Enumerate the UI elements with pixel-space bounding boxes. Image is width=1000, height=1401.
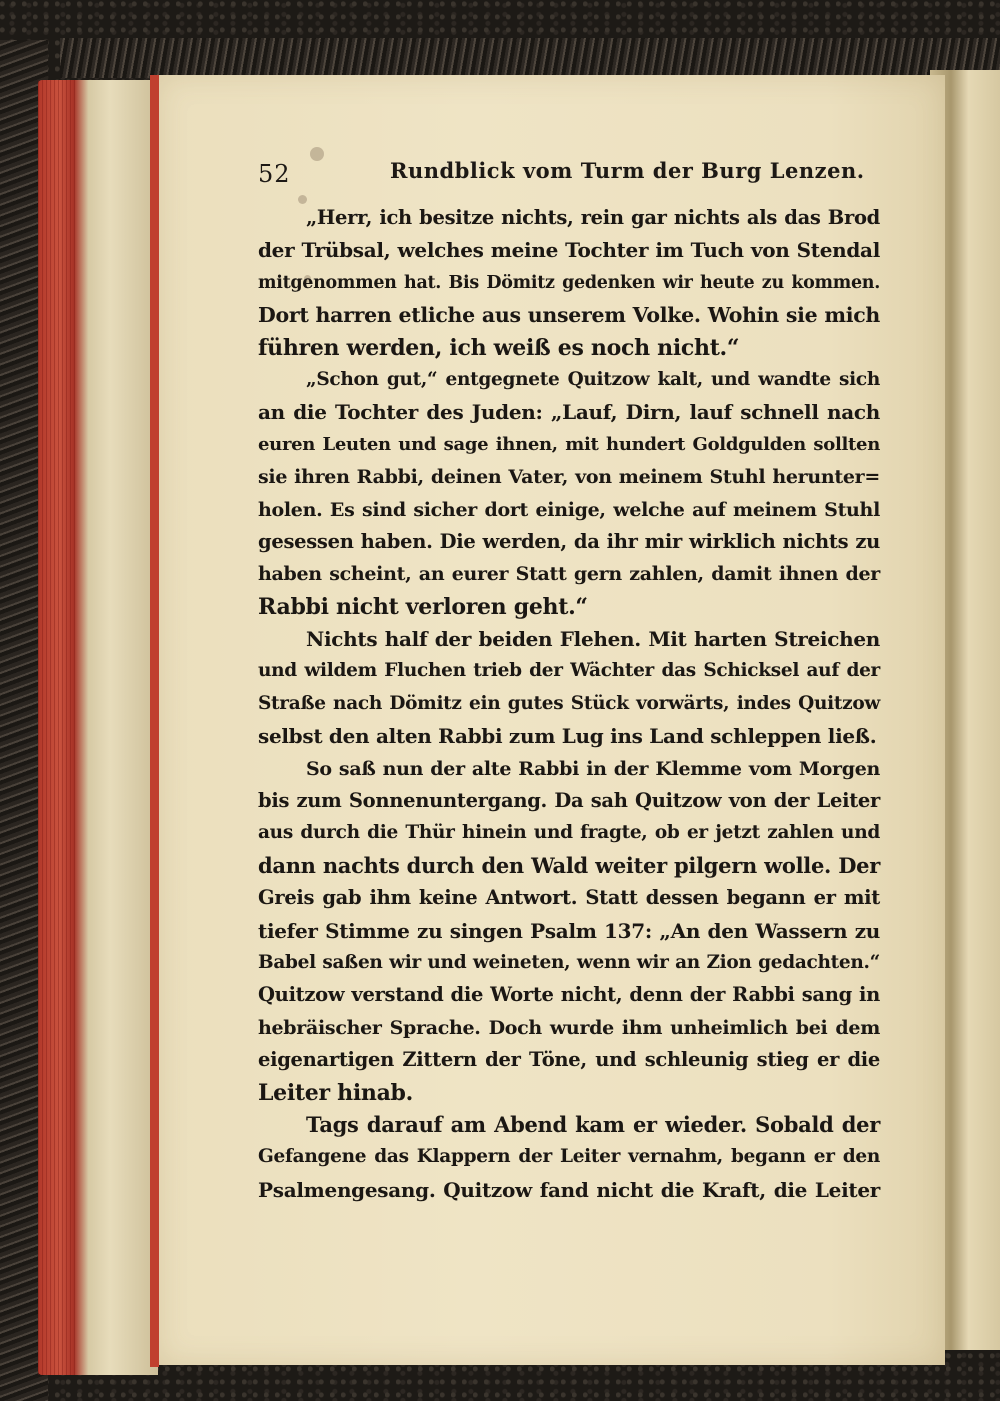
text-line: Quitzow verstand die Worte nicht, denn der Rabbi sang in	[258, 983, 880, 1007]
text-line: Babel saßen wir und weineten, wenn wir an Zion gedachten.“	[258, 951, 880, 973]
text-line: an die Tochter des Juden: „Lauf, Dirn, lauf schnell nach	[258, 400, 880, 425]
page-red-edge	[150, 75, 159, 1367]
text-line: „Herr, ich besitze nichts, rein gar nichts als das Brod	[306, 206, 880, 229]
text-line: selbst den alten Rabbi zum Lug ins Land schleppen ließ.	[258, 724, 877, 749]
text-line: bis zum Sonnenuntergang. Da sah Quitzow von der Leiter	[258, 789, 880, 813]
text-line: eigenartigen Zittern der Töne, und schleunig stieg er die	[258, 1048, 880, 1072]
text-line: Gefangene das Klappern der Leiter vernahm, begann er den	[258, 1146, 880, 1168]
text-line: Dort harren etliche aus unserem Volke. Wohin sie mich	[258, 303, 880, 328]
text-line: führen werden, ich weiß es noch nicht.“	[258, 334, 740, 361]
book-cover-top-edge	[60, 38, 1000, 78]
page-header	[258, 150, 880, 190]
text-line: dann nachts durch den Wald weiter pilgern wolle. Der	[258, 852, 880, 878]
text-line: Rabbi nicht verloren geht.“	[258, 593, 588, 620]
text-line: „Schon gut,“ entgegnete Quitzow kalt, und wandte sich	[306, 368, 880, 390]
text-line: Psalmengesang. Quitzow fand nicht die Kraft, die Leiter	[258, 1177, 880, 1202]
text-line: tiefer Stimme zu singen Psalm 137: „An den Wassern zu	[258, 918, 880, 943]
page-stack-edge	[38, 80, 158, 1375]
text-line: hebräischer Sprache. Doch wurde ihm unheimlich bei dem	[258, 1016, 880, 1039]
text-line: aus durch die Thür hinein und fragte, ob er jetzt zahlen und	[258, 822, 880, 844]
text-line: haben scheint, an eurer Statt gern zahlen, damit ihnen der	[258, 563, 880, 586]
text-line: gesessen haben. Die werden, da ihr mir wirklich nichts zu	[258, 529, 880, 553]
text-line: holen. Es sind sicher dort einige, welche auf meinem Stuhl	[258, 498, 880, 521]
body-text	[258, 202, 880, 1206]
text-line: Nichts half der beiden Flehen. Mit harten Streichen	[306, 627, 880, 652]
text-line: sie ihren Rabbi, deinen Vater, von meinem Stuhl herunter=	[258, 466, 880, 489]
running-head: Rundblick vom Turm der Burg Lenzen.	[390, 158, 865, 183]
text-line: Leiter hinab.	[258, 1079, 413, 1106]
text-line: Greis gab ihm keine Antwort. Statt dessen begann er mit	[258, 886, 880, 910]
text-line: mitgenommen hat. Bis Dömitz gedenken wir heute zu kommen.	[258, 272, 880, 293]
text-line: So saß nun der alte Rabbi in der Klemme vom Morgen	[306, 757, 880, 780]
page-number: 52	[258, 160, 291, 188]
text-line: Tags darauf am Abend kam er wieder. Sobald der	[306, 1111, 880, 1137]
text-line: der Trübsal, welches meine Tochter im Tuch von Stendal	[258, 238, 880, 263]
text-line: Straße nach Dömitz ein gutes Stück vorwärts, indes Quitzow	[258, 692, 880, 714]
text-line: euren Leuten und sage ihnen, mit hundert Goldgulden sollten	[258, 433, 880, 455]
text-line: und wildem Fluchen trieb der Wächter das Schicksel auf der	[258, 660, 880, 682]
